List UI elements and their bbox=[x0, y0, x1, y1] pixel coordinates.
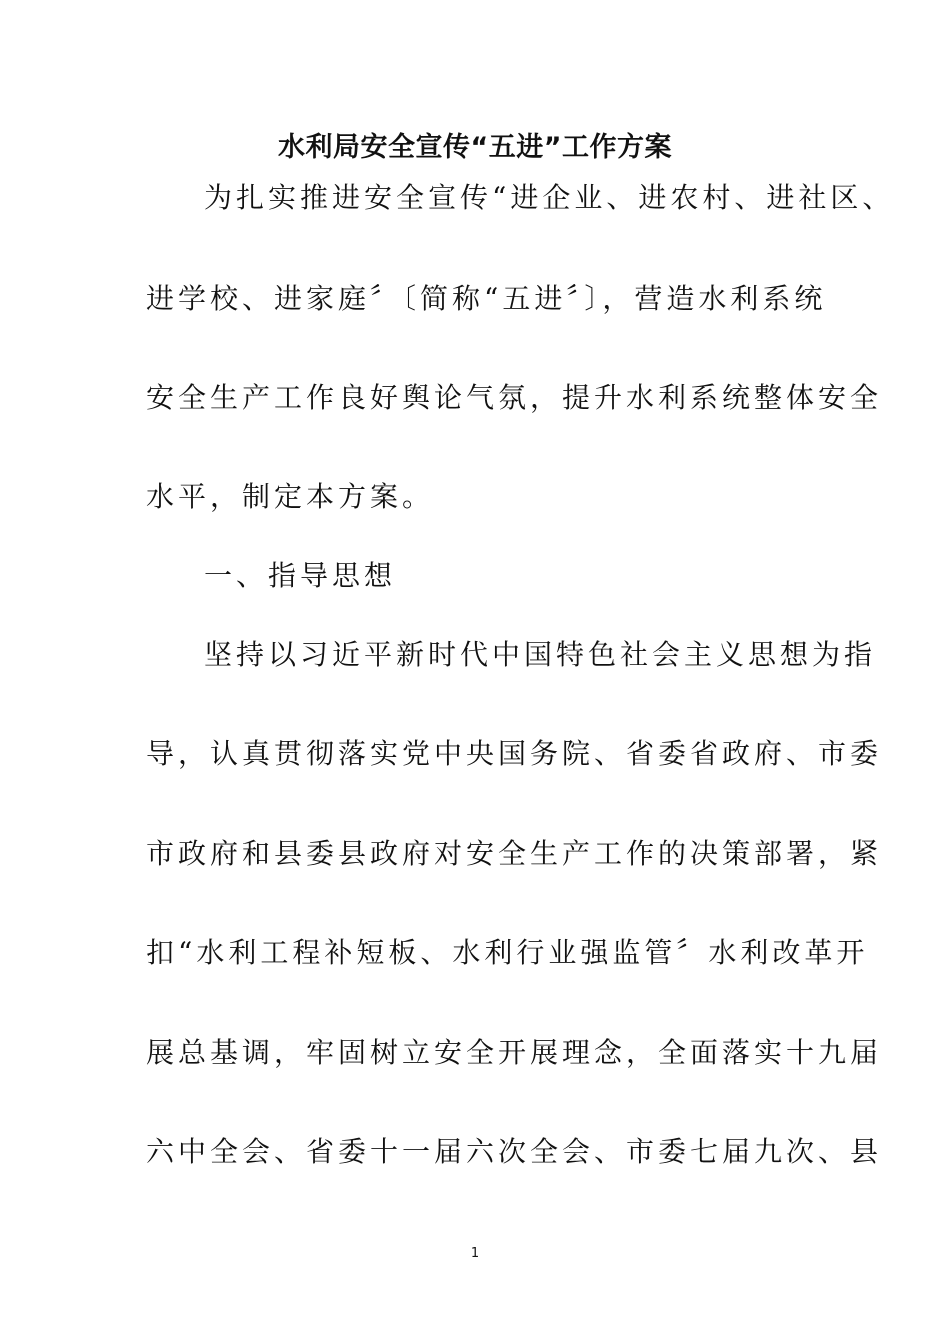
paragraph-line: 展总基调，牢固树立安全开展理念，全面落实十九届 bbox=[146, 1036, 883, 1069]
page-number: 1 bbox=[470, 1246, 480, 1261]
document-title: 水利局安全宣传“五进”工作方案 bbox=[278, 132, 672, 163]
paragraph-line: 扣“水利工程补短板、水利行业强监管〞水利改革开 bbox=[146, 936, 869, 969]
paragraph-line: 导，认真贯彻落实党中央国务院、省委省政府、市委 bbox=[146, 737, 883, 770]
paragraph-line: 坚持以习近平新时代中国特色社会主义思想为指 bbox=[204, 638, 877, 671]
paragraph-line: 市政府和县委县政府对安全生产工作的决策部署，紧 bbox=[146, 837, 883, 870]
paragraph-line: 水平，制定本方案。 bbox=[146, 480, 435, 513]
paragraph-line: 安全生产工作良好舆论气氛，提升水利系统整体安全 bbox=[146, 381, 883, 414]
paragraph-line: 进学校、进家庭〞〔简称“五进〞〕，营造水利系统 bbox=[146, 282, 827, 315]
paragraph-line: 六中全会、省委十一届六次全会、市委七届九次、县 bbox=[146, 1135, 883, 1168]
section-heading: 一、指导思想 bbox=[204, 559, 397, 592]
paragraph-line: 为扎实推进安全宣传“进企业、进农村、进社区、 bbox=[204, 181, 895, 214]
